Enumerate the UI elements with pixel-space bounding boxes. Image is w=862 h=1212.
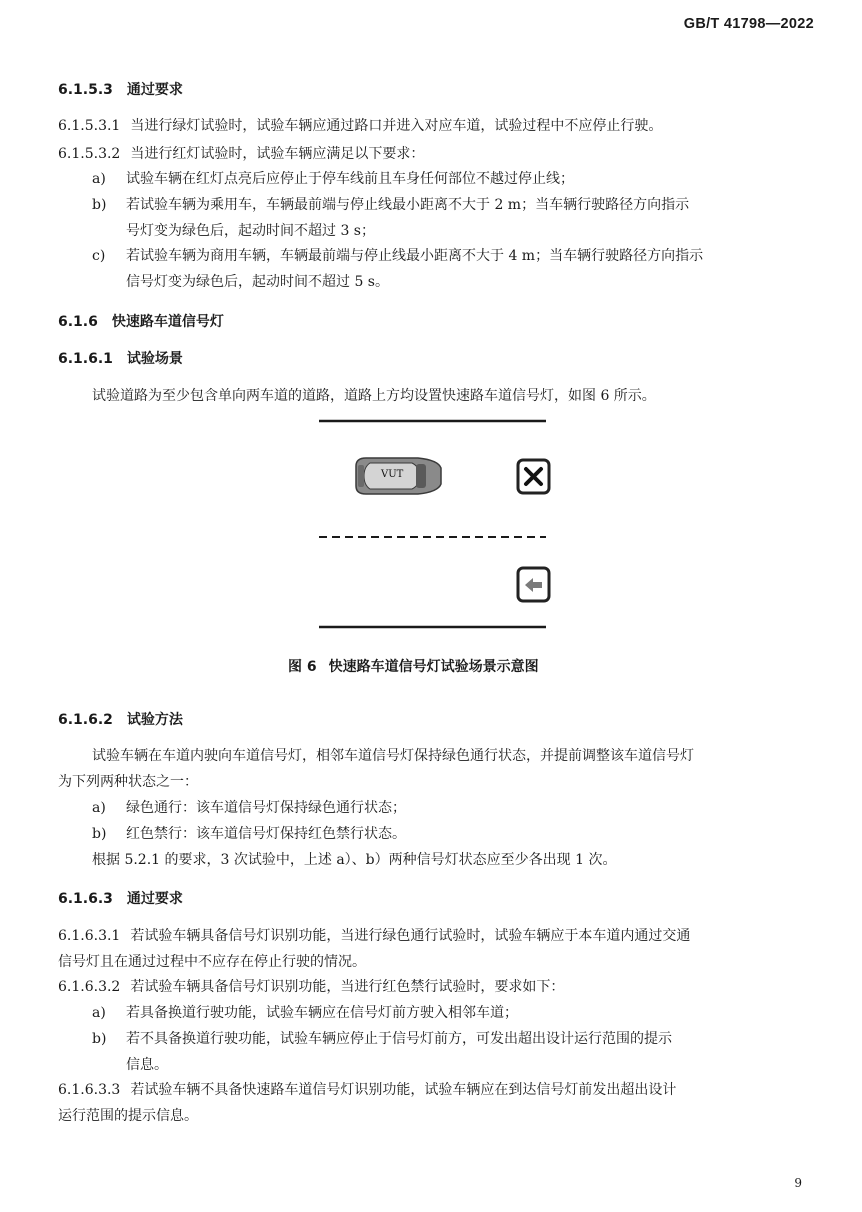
list-item-b: [92, 1025, 672, 1053]
list-text: 试验车辆在红灯点亮后应停止于停车线前且车身任何部位不越过停止线；: [126, 171, 574, 187]
section-heading-6-1-6-3: [58, 888, 183, 908]
section-number: 6.1.5.3: [58, 82, 113, 98]
list-mark: a): [92, 171, 106, 187]
clause-number: 6.1.6.3.3: [58, 1082, 121, 1098]
clause-number: 6.1.5.3.2: [58, 146, 121, 162]
list-text-line2: 信号灯变为绿色后，起动时间不超过 5 s。: [126, 274, 389, 290]
method-paragraph-line1: 试验车辆在车道内驶向车道信号灯，相邻车道信号灯保持绿色通行状态，并提前调整该车道信号灯: [92, 748, 694, 764]
section-number: 6.1.6.1: [58, 351, 113, 367]
section-title: 通过要求: [126, 82, 183, 98]
vut-label: VUT: [381, 469, 404, 480]
section-title: 试验场景: [126, 351, 183, 367]
list-mark: a): [92, 800, 106, 816]
section-number: 6.1.6.3: [58, 891, 113, 907]
clause-number: 6.1.6.3.1: [58, 928, 121, 944]
list-mark: b): [92, 197, 107, 213]
clause-6-1-6-3-1: [58, 922, 690, 950]
section-number: 6.1.6.2: [58, 712, 113, 728]
list-text-line1: 若试验车辆为商用车辆，车辆最前端与停止线最小距离不大于 4 m；当车辆行驶路径方向指示: [126, 248, 704, 264]
clause-text: 若试验车辆具备信号灯识别功能，当进行红色禁行试验时，要求如下：: [130, 979, 565, 995]
section-title: 试验方法: [126, 712, 183, 728]
clause-text: 当进行绿灯试验时，试验车辆应通过路口并进入对应车道，试验过程中不应停止行驶。: [130, 118, 663, 134]
clause-number: 6.1.6.3.2: [58, 979, 121, 995]
standard-code: GB/T 41798—2022: [683, 16, 814, 32]
scene-paragraph: 试验道路为至少包含单向两车道的道路，道路上方均设置快速路车道信号灯，如图 6 所示。: [92, 388, 656, 404]
list-text-line1: 若不具备换道行驶功能，试验车辆应停止于信号灯前方，可发出超出设计运行范围的提示: [126, 1031, 672, 1047]
list-mark: a): [92, 1005, 106, 1021]
clause-text: 当进行红灯试验时，试验车辆应满足以下要求：: [130, 146, 425, 162]
list-text: 红色禁行：该车道信号灯保持红色禁行状态。: [126, 826, 406, 842]
clause-text-line1: 若试验车辆具备信号灯识别功能，当进行绿色通行试验时，试验车辆应于本车道内通过交通: [130, 928, 691, 944]
figure-number: 图 6: [288, 659, 317, 675]
clause-text-line1: 若试验车辆不具备快速路车道信号灯识别功能，试验车辆应在到达信号灯前发出超出设计: [130, 1082, 677, 1098]
list-text-line2: 信息。: [126, 1057, 168, 1073]
list-item-a: [92, 999, 518, 1027]
list-mark: c): [92, 248, 106, 264]
clause-text-line2: 信号灯且在通过过程中不应存在停止行驶的情况。: [58, 954, 366, 970]
section-title: 快速路车道信号灯: [111, 314, 224, 330]
clause-6-1-6-3-2: [58, 973, 564, 1001]
list-item-b: [92, 820, 406, 848]
clause-text-line2: 运行范围的提示信息。: [58, 1108, 198, 1124]
rule-paragraph: 根据 5.2.1 的要求，3 次试验中，上述 a）、b）两种信号灯状态应至少各出现 1 次。: [92, 852, 617, 868]
method-paragraph-line2: 为下列两种状态之一：: [58, 774, 198, 790]
clause-6-1-6-3-3: [58, 1076, 676, 1104]
arrow-left-icon: [518, 568, 549, 601]
section-heading-6-1-6-2: [58, 709, 183, 729]
list-mark: b): [92, 826, 107, 842]
list-text: 若具备换道行驶功能，试验车辆应在信号灯前方驶入相邻车道；: [126, 1005, 518, 1021]
list-item-a: [92, 794, 406, 822]
page-number: 9: [794, 1176, 802, 1190]
section-title: 通过要求: [126, 891, 183, 907]
list-mark: b): [92, 1031, 107, 1047]
list-text-line2: 号灯变为绿色后，起动时间不超过 3 s；: [126, 223, 375, 239]
list-text: 绿色通行：该车道信号灯保持绿色通行状态；: [126, 800, 406, 816]
figure-caption: [288, 656, 539, 676]
x-icon: [518, 460, 549, 493]
clause-number: 6.1.5.3.1: [58, 118, 121, 134]
list-text-line1: 若试验车辆为乘用车，车辆最前端与停止线最小距离不大于 2 m；当车辆行驶路径方向指示: [126, 197, 690, 213]
section-number: 6.1.6: [58, 314, 98, 330]
figure-title: 快速路车道信号灯试验场景示意图: [328, 659, 539, 675]
